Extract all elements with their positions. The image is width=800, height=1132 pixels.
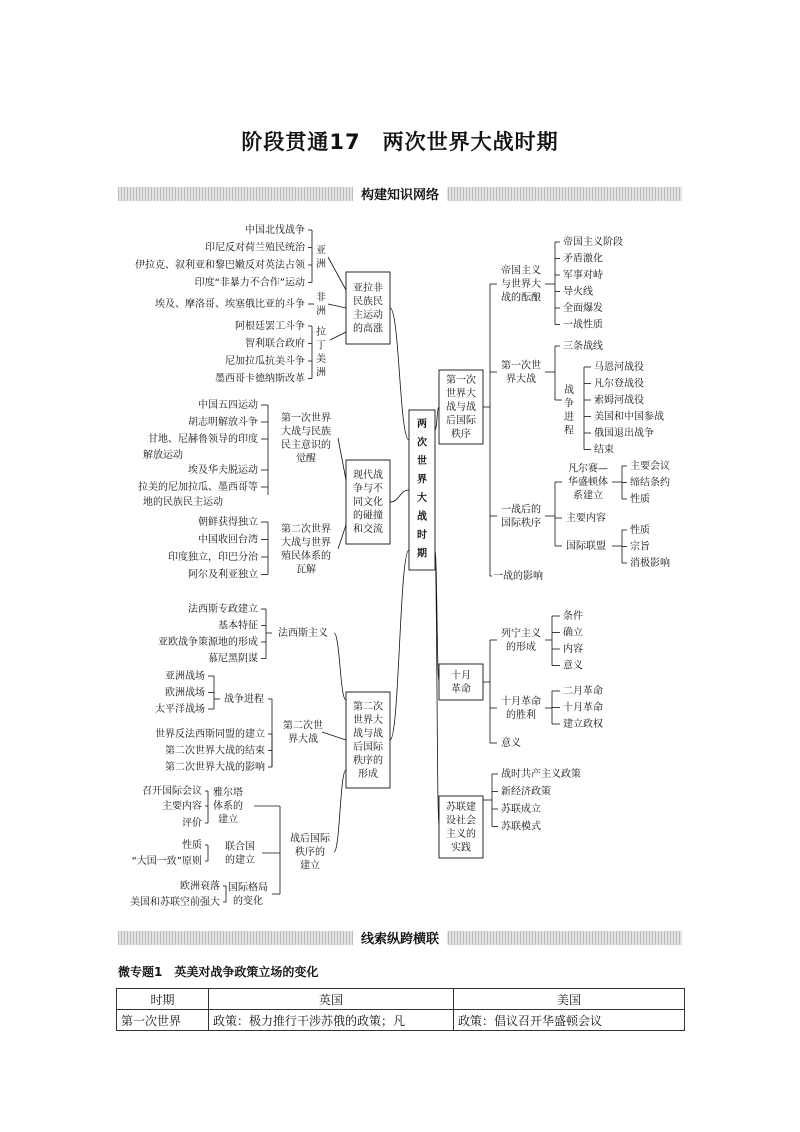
leaf-league: 性质 — [630, 525, 650, 536]
center-node-char: 时 — [417, 530, 427, 541]
leaf-fascism: 基本特征 — [218, 620, 258, 632]
label-yalta: 雅尔塔 — [213, 787, 243, 799]
leaf-un: 性质 — [182, 840, 202, 851]
box-ww1-label: 秩序 — [451, 429, 471, 440]
leaf-soviet: 新经济政策 — [501, 786, 551, 798]
label-ww1-process: 程 — [564, 425, 574, 437]
leaf-asia: 印度“非暴力不合作”运动 — [194, 277, 305, 289]
leaf-three-fronts: 三条战线 — [563, 341, 603, 352]
box-ww2-label: 后国际 — [353, 741, 383, 753]
box-ww2-label: 第二次 — [353, 701, 383, 713]
leaf-awaken: 中国五四运动 — [198, 400, 258, 411]
box-ww1-label: 后国际 — [446, 415, 476, 427]
label-asia: 洲 — [316, 258, 326, 270]
connector-line — [328, 257, 346, 290]
table-header-row — [117, 989, 685, 1010]
connector-line — [390, 308, 409, 440]
center-node — [409, 410, 435, 570]
box-modern-war-label: 的碰撞 — [353, 510, 383, 522]
label-yalta: 建立 — [218, 814, 238, 826]
label-lenin: 列宁主义 — [501, 628, 541, 640]
label-pattern: 国际格局 — [228, 882, 268, 894]
leaf-origin: 军事对峙 — [563, 270, 603, 281]
label-ww1-process: 争 — [564, 398, 574, 410]
leaf-awaken: 胡志明解放斗争 — [188, 417, 258, 428]
table-header: 时期 — [117, 989, 209, 1010]
leaf-yalta: 召开国际会议 — [142, 786, 202, 797]
leaf-collapse: 中国收回台湾 — [198, 534, 258, 546]
leaf-asia: 印尼反对荷兰殖民统治 — [205, 242, 305, 254]
leaf-awaken: 甘地、尼赫鲁领导的印度 — [148, 434, 258, 445]
center-node-char: 大 — [417, 493, 427, 504]
label-pattern: 的变化 — [233, 895, 263, 907]
leaf-collapse: 印度独立，印巴分治 — [168, 552, 258, 563]
label-postwar-order: 一战后的 — [501, 504, 541, 516]
label-collapse: 第二次世界 — [281, 523, 331, 535]
table-cell: 第一次世界 — [117, 1010, 209, 1031]
table-cell: 政策：倡议召开华盛顿会议 — [454, 1010, 685, 1031]
leaf-ww1-process: 俄国退出战争 — [594, 428, 654, 439]
leaf-lenin: 确立 — [563, 627, 583, 639]
box-soviet-label: 苏联建 — [446, 801, 476, 813]
label-un: 联合国 — [225, 841, 255, 853]
label-oct-victory: 十月革命 — [501, 696, 541, 708]
label-africa: 非 — [316, 292, 326, 304]
box-modern-war-label: 争与不 — [353, 483, 383, 495]
center-node-char: 两 — [417, 419, 427, 430]
box-october-label: 革命 — [451, 683, 471, 695]
connector-line — [338, 525, 346, 549]
leaf-oct-victory: 建立政权 — [563, 719, 603, 730]
leaf-ww2: 第二次世界大战的影响 — [165, 762, 265, 773]
leaf-soviet: 战时共产主义政策 — [501, 769, 581, 780]
box-asia-africa-label: 的高涨 — [353, 323, 383, 335]
leaf-front: 欧洲战场 — [165, 687, 205, 699]
label-league: 国际联盟 — [566, 541, 606, 552]
leaf-ww1-process: 凡尔登战役 — [594, 378, 644, 390]
box-modern-war-label: 和交流 — [353, 524, 383, 535]
label-asia: 亚 — [316, 245, 326, 257]
label-latin: 洲 — [316, 367, 326, 379]
center-node-char: 期 — [417, 548, 427, 560]
box-soviet-label: 设社会 — [446, 815, 476, 827]
leaf-soviet: 苏联模式 — [501, 821, 541, 833]
label-versailles: 系建立 — [573, 490, 603, 502]
label-latin: 美 — [316, 353, 326, 365]
connector-line — [334, 633, 346, 700]
connector-line — [390, 490, 409, 502]
leaf-collapse: 朝鲜获得独立 — [198, 517, 258, 528]
leaf-lenin: 条件 — [563, 611, 583, 622]
leaf-league: 宗旨 — [630, 541, 650, 553]
section-banner-knowledge-network: 构建知识网络 — [118, 187, 682, 201]
topic-title: 微专题1 英美对战争政策立场的变化 — [118, 965, 319, 979]
leaf-awaken: 埃及华夫脱运动 — [188, 465, 258, 476]
connector-line — [390, 550, 409, 740]
leaf-yalta: 评价 — [182, 818, 202, 829]
table-cell: 政策：极力推行干涉苏俄的政策；凡 — [209, 1010, 454, 1031]
box-ww2-label: 形成 — [358, 768, 378, 780]
label-origin: 帝国主义 — [501, 265, 541, 277]
leaf-latin: 智利联合政府 — [245, 338, 305, 350]
leaf-ww1-process: 结束 — [594, 444, 614, 456]
label-postwar: 秩序的 — [295, 847, 325, 858]
center-node-char: 战 — [417, 511, 427, 523]
label-postwar-order: 国际秩序 — [501, 517, 541, 529]
label-ww1-process: 进 — [564, 411, 574, 423]
box-ww2-label: 战与战 — [353, 728, 383, 740]
label-ww1war: 界大战 — [506, 373, 536, 385]
leaf-origin: 导火线 — [563, 286, 593, 298]
leaf-ww1-impact: 一战的影响 — [493, 571, 543, 582]
leaf-ww2: 第二次世界大战的结束 — [165, 745, 265, 757]
leaf-origin: 一战性质 — [563, 319, 603, 331]
label-collapse: 殖民体系的 — [281, 550, 331, 562]
leaf-yalta: 主要内容 — [162, 801, 202, 812]
leaf-latin: 尼加拉瓜抗美斗争 — [225, 356, 305, 367]
connector-line — [334, 770, 346, 852]
center-node-char: 次 — [417, 437, 427, 449]
box-ww1-label: 第一次 — [446, 375, 476, 386]
section-banner-cross-links: 线索纵跨横联 — [118, 931, 682, 945]
leaf-origin: 全面爆发 — [563, 303, 603, 314]
leaf-latin: 阿根廷罢工斗争 — [235, 321, 305, 332]
leaf-versailles: 缔结条约 — [630, 477, 670, 489]
leaf-oct-victory: 十月革命 — [563, 702, 603, 714]
label-un: 的建立 — [225, 854, 255, 866]
connector-line — [330, 332, 346, 340]
label-collapse: 瓦解 — [296, 564, 316, 576]
leaf-lenin: 意义 — [563, 660, 583, 672]
box-ww2-label: 世界大 — [353, 714, 383, 726]
leaf-versailles: 性质 — [630, 494, 650, 505]
leaf-ww2: 世界反法西斯同盟的建立 — [155, 729, 265, 740]
leaf-fascism: 法西斯专政建立 — [188, 604, 258, 615]
label-awaken: 第一次世界 — [281, 412, 331, 424]
leaf-league: 消极影响 — [630, 558, 670, 569]
label-awaken: 民主意识的 — [281, 439, 331, 451]
leaf-pattern: 美国和苏联空前强大 — [130, 897, 220, 908]
box-modern-war-label: 同文化 — [353, 497, 383, 508]
label-lenin: 的形成 — [506, 641, 536, 653]
leaf-main-content: 主要内容 — [566, 513, 606, 524]
box-asia-africa-label: 民族民 — [353, 296, 383, 308]
leaf-asia: 中国北伐战争 — [245, 225, 305, 236]
page-title: 阶段贯通17 两次世界大战时期 — [241, 130, 559, 154]
connector-line — [322, 732, 346, 740]
leaf-oct-victory: 二月革命 — [563, 686, 603, 697]
leaf-ww1-process: 索姆河战役 — [594, 395, 644, 406]
leaf-origin: 帝国主义阶段 — [563, 237, 623, 248]
leaf-asia: 伊拉克、叙利亚和黎巴嫩反对英法占领 — [135, 260, 305, 271]
leaf-un: “大国一致”原则 — [131, 856, 202, 867]
box-ww1-label: 战与战 — [446, 402, 476, 413]
leaf-lenin: 内容 — [563, 644, 583, 655]
leaf-versailles: 主要会议 — [630, 461, 670, 472]
box-asia-africa-label: 主运动 — [353, 309, 383, 321]
leaf-fascism: 慕尼黑阴谋 — [208, 653, 258, 665]
leaf-awaken: 解放运动 — [143, 450, 183, 461]
box-modern-war-label: 现代战 — [353, 470, 383, 481]
label-versailles: 凡尔赛— — [568, 463, 608, 475]
label-postwar: 战后国际 — [290, 833, 330, 845]
table-header: 美国 — [454, 989, 685, 1010]
box-ww1-label: 世界大 — [446, 388, 476, 400]
label-latin: 丁 — [316, 340, 326, 352]
leaf-ww1-process: 美国和中国参战 — [594, 411, 664, 423]
label-yalta: 体系的 — [213, 801, 243, 812]
box-ww2-label: 秩序的 — [353, 755, 383, 767]
label-postwar: 建立 — [300, 860, 320, 872]
leaf-africa: 埃及、摩洛哥、埃塞俄比亚的斗争 — [155, 299, 305, 310]
leaf-collapse: 阿尔及利亚独立 — [188, 569, 258, 581]
label-africa: 洲 — [316, 305, 326, 317]
connector-line — [435, 407, 439, 430]
center-node-char: 界 — [417, 474, 427, 486]
table-header: 英国 — [209, 989, 454, 1010]
label-origin: 与世界大 — [501, 279, 541, 290]
leaf-soviet: 苏联成立 — [501, 804, 541, 815]
box-asia-africa-label: 亚拉非 — [353, 282, 383, 294]
policy-table — [116, 988, 685, 1031]
leaf-fascism: 亚欧战争策源地的形成 — [158, 637, 258, 648]
leaf-awaken: 拉美的尼加拉瓜、墨西哥等 — [138, 482, 258, 493]
label-ww1war: 第一次世 — [501, 360, 541, 372]
leaf-oct-meaning: 意义 — [501, 738, 521, 749]
label-origin: 战的酝酿 — [501, 292, 541, 304]
label-ww1-process: 战 — [564, 384, 574, 396]
table-row — [117, 1010, 685, 1031]
label-latin: 拉 — [316, 326, 326, 338]
label-ww2war: 界大战 — [288, 733, 318, 745]
connector-line — [338, 438, 346, 480]
connector-line — [328, 304, 346, 308]
leaf-ww1-process: 马恩河战役 — [594, 362, 644, 373]
label-ww2war: 第二次世 — [283, 720, 323, 732]
center-node-char: 世 — [417, 456, 427, 467]
box-soviet-label: 实践 — [451, 842, 471, 854]
leaf-pattern: 欧洲衰落 — [180, 881, 220, 892]
label-war-process: 战争进程 — [224, 694, 264, 705]
label-awaken: 觉醒 — [296, 453, 316, 465]
leaf-awaken: 地的民族民主运动 — [143, 497, 223, 508]
leaf-origin: 矛盾激化 — [563, 253, 603, 265]
leaf-front: 太平洋战场 — [155, 704, 205, 715]
leaf-latin: 墨西哥卡德纳斯改革 — [215, 373, 305, 385]
label-fascism: 法西斯主义 — [278, 628, 328, 639]
label-versailles: 华盛顿体 — [568, 477, 608, 488]
label-collapse: 大战与世界 — [281, 537, 331, 549]
label-awaken: 大战与民族 — [281, 426, 331, 438]
box-soviet-label: 主义的 — [446, 828, 476, 840]
leaf-front: 亚洲战场 — [165, 671, 205, 682]
box-october-label: 十月 — [451, 670, 471, 682]
label-oct-victory: 的胜利 — [506, 709, 536, 721]
